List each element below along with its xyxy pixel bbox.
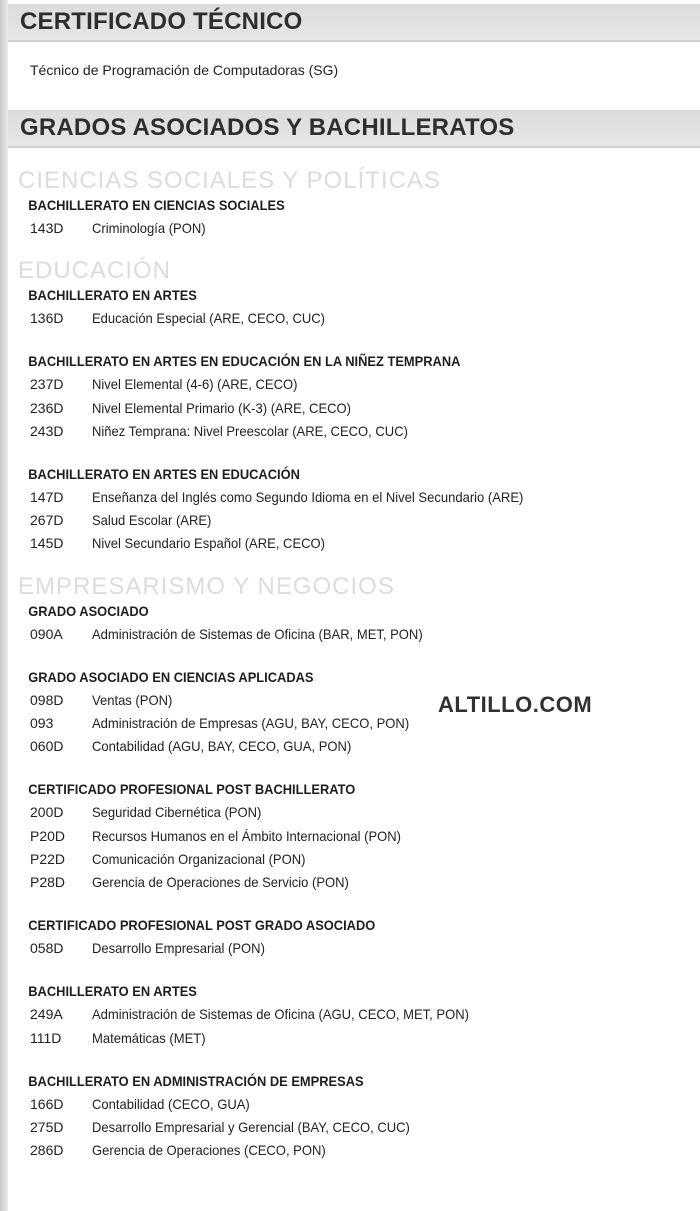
program-name: Gerencia de Operaciones (CECO, PON)	[92, 1142, 326, 1159]
program-name: Contabilidad (CECO, GUA)	[92, 1095, 250, 1112]
program-name: Comunicación Organizacional (PON)	[92, 850, 306, 867]
program-row	[8, 825, 700, 848]
program-row	[8, 217, 700, 240]
degree-title: BACHILLERATO EN CIENCIAS SOCIALES	[28, 197, 285, 213]
program-code: 166D	[30, 1095, 64, 1112]
program-code: 060D	[30, 738, 64, 755]
area-heading: CIENCIAS SOCIALES Y POLÍTICAS	[18, 167, 441, 194]
program-code: 136D	[30, 310, 64, 327]
program-row	[8, 937, 700, 960]
area-heading: EMPRESARISMO Y NEGOCIOS	[18, 572, 395, 600]
program-code: 243D	[30, 422, 64, 439]
program-row	[8, 420, 700, 443]
program-name: Administración de Sistemas de Oficina (BAR, MET, PON)	[92, 625, 423, 642]
program-code: 147D	[30, 489, 64, 506]
section-heading-grados: GRADOS ASOCIADOS Y BACHILLERATOS	[8, 110, 700, 148]
program-code: P20D	[30, 827, 66, 844]
degree-title: BACHILLERATO EN ARTES EN EDUCACIÓN EN LA NIÑEZ TEMPRANA	[28, 353, 461, 370]
program-row	[8, 689, 700, 712]
program-row	[8, 1093, 700, 1116]
program-name: Ventas (PON)	[92, 691, 173, 708]
program-name: Nivel Elemental Primario (K-3) (ARE, CECO)	[92, 399, 352, 416]
program-code: 098D	[30, 691, 64, 708]
program-name: Niñez Temprana: Nivel Preescolar (ARE, CECO, CUC)	[92, 422, 408, 439]
catalog-page	[8, 0, 700, 1162]
program-row	[8, 1139, 700, 1162]
program-row	[8, 397, 700, 420]
program-name: Gerencia de Operaciones de Servicio (PON)	[92, 874, 349, 891]
program-code: 093	[30, 715, 54, 732]
program-code: 111D	[30, 1029, 62, 1046]
program-row	[8, 486, 700, 509]
program-name: Salud Escolar (ARE)	[92, 512, 212, 529]
program-row	[8, 848, 700, 871]
degree-title: CERTIFICADO PROFESIONAL POST GRADO ASOCIADO	[28, 917, 376, 934]
program-row	[8, 1003, 700, 1026]
program-name: Desarrollo Empresarial y Gerencial (BAY, CECO, CUC)	[92, 1119, 410, 1136]
program-name: Contabilidad (AGU, BAY, CECO, GUA, PON)	[92, 738, 352, 755]
program-name: Nivel Secundario Español (ARE, CECO)	[92, 535, 326, 552]
program-row	[8, 532, 700, 555]
program-code: 275D	[30, 1119, 64, 1136]
program-row	[8, 1027, 700, 1050]
program-name: Nivel Elemental (4-6) (ARE, CECO)	[92, 376, 298, 393]
program-row	[8, 871, 700, 894]
program-code: 286D	[30, 1142, 64, 1159]
program-code: 143D	[30, 220, 64, 236]
degree-title: GRADO ASOCIADO EN CIENCIAS APLICADAS	[28, 668, 314, 685]
program-name: Enseñanza del Inglés como Segundo Idioma en el Nivel Secundario (ARE)	[92, 489, 524, 506]
program-row	[8, 623, 700, 646]
program-row	[8, 1116, 700, 1139]
program-name: Seguridad Cibernética (PON)	[92, 804, 262, 821]
program-code: 267D	[30, 512, 64, 529]
program-areas	[8, 168, 700, 1162]
degree-title: BACHILLERATO EN ARTES EN EDUCACIÓN	[28, 466, 300, 483]
program-row	[8, 801, 700, 824]
program-code: 249A	[30, 1006, 63, 1023]
program-row	[8, 307, 700, 330]
program-row	[8, 509, 700, 532]
program-name: Educación Especial (ARE, CECO, CUC)	[92, 310, 325, 327]
certificate-program: Técnico de Programación de Computadoras (SG)	[30, 62, 339, 78]
program-row	[8, 712, 700, 735]
degree-title: BACHILLERATO EN ADMINISTRACIÓN DE EMPRESAS	[28, 1072, 364, 1089]
section-heading-certificado: CERTIFICADO TÉCNICO	[8, 4, 700, 42]
program-name: Administración de Empresas (AGU, BAY, CECO, PON)	[92, 715, 410, 732]
program-name: Desarrollo Empresarial (PON)	[92, 940, 265, 957]
degree-title: BACHILLERATO EN ARTES	[28, 287, 197, 304]
program-row	[8, 373, 700, 396]
program-code: P22D	[30, 850, 66, 867]
program-name: Recursos Humanos en el Ámbito Internacional (PON)	[92, 827, 402, 844]
degree-title: GRADO ASOCIADO	[28, 602, 149, 619]
program-code: P28D	[30, 874, 66, 891]
program-row	[8, 735, 700, 758]
program-name: Administración de Sistemas de Oficina (AGU, CECO, MET, PON)	[92, 1006, 469, 1023]
program-name: Matemáticas (MET)	[92, 1029, 206, 1046]
degree-title: BACHILLERATO EN ARTES	[28, 983, 197, 1000]
program-code: 090A	[30, 625, 63, 642]
left-edge-shadow	[0, 0, 8, 1211]
program-code: 058D	[30, 940, 64, 957]
program-code: 200D	[30, 804, 64, 821]
degree-title: CERTIFICADO PROFESIONAL POST BACHILLERATO	[28, 781, 356, 798]
program-code: 236D	[30, 399, 64, 416]
area-heading: EDUCACIÓN	[18, 257, 172, 285]
program-name: Criminología (PON)	[92, 220, 206, 236]
program-code: 145D	[30, 535, 64, 552]
watermark: ALTILLO.COM	[438, 692, 593, 717]
program-code: 237D	[30, 376, 64, 393]
